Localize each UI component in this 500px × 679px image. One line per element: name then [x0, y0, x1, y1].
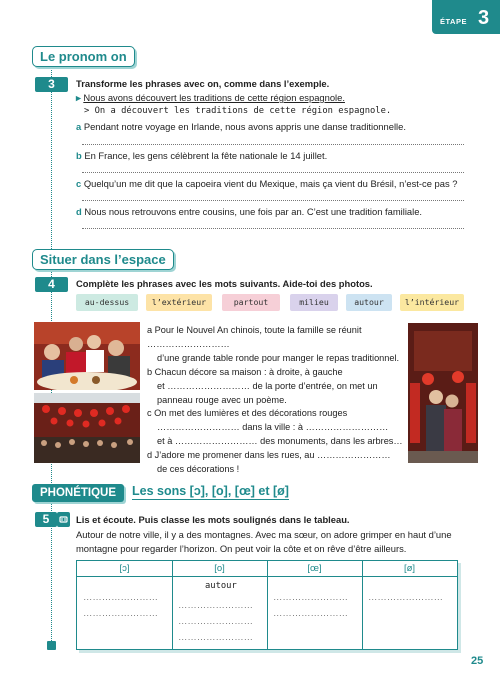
exercise-3-example [76, 92, 464, 104]
section-title-text: Situer dans l’espace [40, 252, 166, 267]
arrow-right-icon: ▸ [76, 92, 81, 103]
exercise-number-5: 5 [35, 512, 57, 527]
exercise-4-instruction: Complète les phrases avec les mots suivants. Aide-toi des photos. [76, 278, 373, 289]
phonetique-title: Les sons [ɔ], [o], [œ] et [ø] [132, 484, 289, 498]
table-example-word: autour [205, 581, 237, 591]
table-header-oe-open: [œ] [267, 561, 362, 577]
table-header-oe-closed: [ø] [362, 561, 457, 577]
phonetics-table [76, 560, 458, 650]
ex4-line-1: a Pour le Nouvel An chinois, toute la famille se réunit ……………………… [147, 325, 362, 349]
audio-icon[interactable] [57, 512, 70, 527]
table-col-divider [362, 561, 363, 649]
section-title-text: Le pronom on [40, 49, 127, 64]
table-blank[interactable]: …………………… [83, 607, 158, 618]
word-milieu: milieu [290, 294, 338, 311]
photo-couple-doorway [408, 323, 478, 463]
ex3-item-a: a Pendant notre voyage en Irlande, nous avons appris une danse traditionnelle. [76, 121, 406, 132]
etape-tab [432, 0, 500, 34]
exercise-3-instruction: Transforme les phrases avec on, comme dans l’exemple. [76, 78, 330, 89]
etape-number: 3 [478, 7, 490, 29]
table-header-o-open: [ɔ] [77, 561, 172, 577]
ex4-line-7: ……………………… dans la ville : à ……………………… [157, 422, 389, 433]
example-prompt: Nous avons découvert les traditions de cette région espagnole. [83, 92, 345, 103]
table-blank[interactable]: …………………… [178, 631, 253, 642]
table-blank[interactable]: …………………… [83, 591, 158, 602]
table-blank[interactable]: …………………… [178, 599, 253, 610]
ex4-line-6: c On met des lumières et des décorations rouges [147, 408, 348, 419]
word-autour: autour [346, 294, 392, 311]
exercise-number-4: 4 [35, 277, 68, 292]
ex3-item-d: d Nous nous retrouvons entre cousins, une fois par an. C’est une tradition familiale. [76, 206, 423, 217]
photo-lantern-street [34, 393, 140, 463]
exercise-number-3: 3 [35, 77, 68, 92]
table-col-divider [172, 561, 173, 649]
exercise-5-instruction: Lis et écoute. Puis classe les mots soulignés dans le tableau. [76, 514, 350, 525]
table-col-divider [267, 561, 268, 649]
ex4-line-4: et ……………………… de la porte d’entrée, on met un [157, 380, 378, 391]
word-partout: partout [222, 294, 280, 311]
example-answer: > On a découvert les traditions de cette région espagnole. [84, 106, 392, 116]
word-au-dessus: au-dessus [76, 294, 138, 311]
ex4-line-5: panneau rouge avec un poème. [157, 394, 287, 405]
phonetique-tag: PHONÉTIQUE [32, 484, 124, 502]
answer-line-b[interactable] [82, 172, 464, 173]
ex4-line-2: d’une grande table ronde pour manger le repas traditionnel. [157, 352, 400, 363]
table-header-o-closed: [o] [172, 561, 267, 577]
ex4-line-3: b Chacun décore sa maison : à droite, à gauche [147, 366, 343, 377]
word-interieur: l’intérieur [400, 294, 464, 311]
word-exterieur: l’extérieur [146, 294, 212, 311]
page-number: 25 [471, 655, 484, 667]
exercise-4-text [147, 324, 405, 477]
ex4-line-8: et à ……………………… des monuments, dans les arbres… [157, 436, 403, 447]
ex4-line-9: d J’adore me promener dans les rues, au …………………… [147, 450, 391, 461]
table-blank[interactable]: …………………… [178, 615, 253, 626]
margin-square [47, 641, 56, 650]
section-title-situer [32, 249, 174, 270]
exercise-5-text-line2: montagne pour regarder l’horizon. On peut voir la côte et on rêve d’être ailleurs. [76, 543, 407, 554]
etape-label: ÉTAPE [440, 17, 467, 26]
table-blank[interactable]: …………………… [273, 591, 348, 602]
answer-line-a[interactable] [82, 144, 464, 145]
section-title-pronom-on [32, 46, 135, 67]
ex3-item-c: c Quelqu’un me dit que la capoeira vient du Mexique, mais ça vient du Brésil, n’est-ce pas ? [76, 178, 458, 189]
table-blank[interactable]: …………………… [368, 591, 443, 602]
answer-line-d[interactable] [82, 228, 464, 229]
ex4-line-10: de ces décorations ! [157, 464, 240, 475]
ex3-item-b: b En France, les gens célèbrent la fête nationale le 14 juillet. [76, 150, 328, 161]
answer-line-c[interactable] [82, 200, 464, 201]
photo-family-dinner [34, 322, 140, 390]
table-blank[interactable]: …………………… [273, 607, 348, 618]
exercise-5-text-line1: Autour de notre ville, il y a des montagnes. Avec ma sœur, on adore grimper en haut d’une [76, 529, 452, 540]
